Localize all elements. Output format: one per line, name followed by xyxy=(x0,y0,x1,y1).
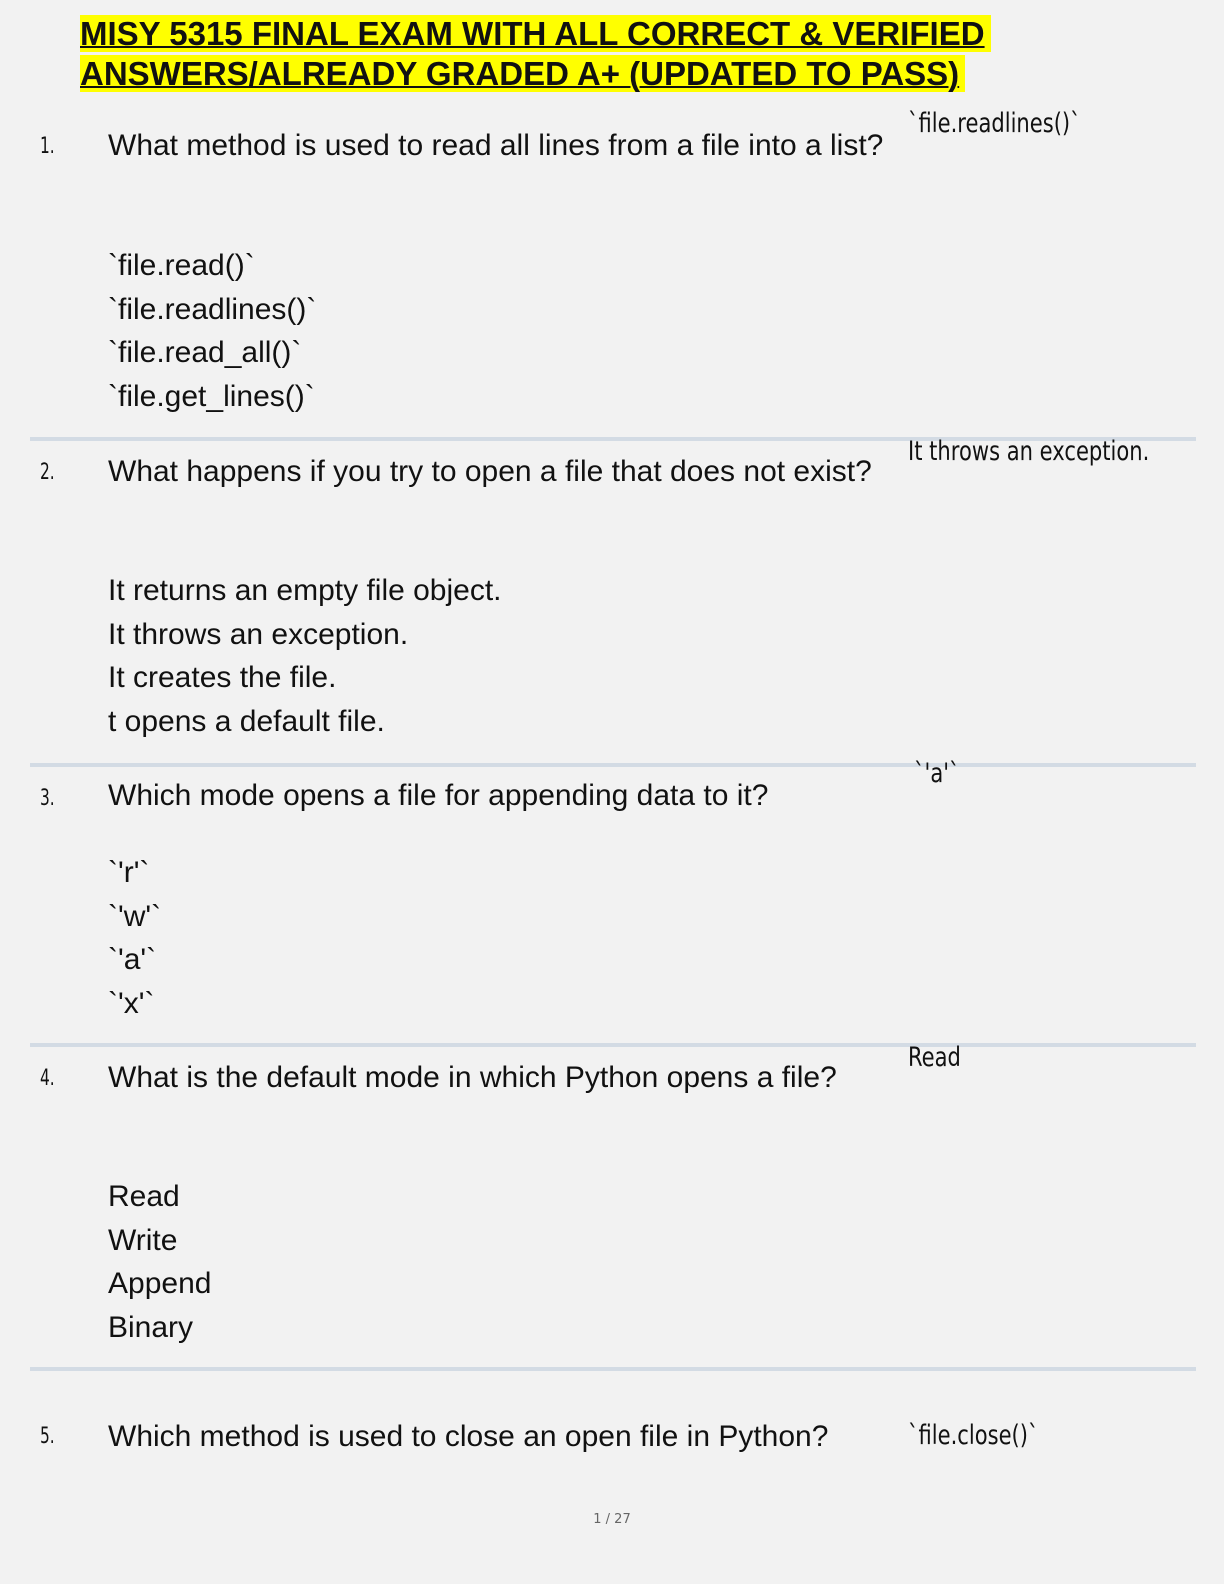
answer-option: It returns an empty file object. xyxy=(108,574,502,607)
answer-option: `file.read()` xyxy=(108,249,255,282)
page-number: 1 / 27 xyxy=(593,1512,631,1527)
question-divider xyxy=(30,1043,1196,1047)
title-line-2: ANSWERS/ALREADY GRADED A+ (UPDATED TO PASS) xyxy=(80,55,965,92)
answer-option: `'a'` xyxy=(108,943,157,976)
document-title xyxy=(80,14,991,94)
answer-option: `'w'` xyxy=(108,899,162,933)
correct-answer: `file.readlines()` xyxy=(908,108,1081,139)
answer-option: It throws an exception. xyxy=(108,617,409,651)
question-divider xyxy=(30,1367,1196,1371)
question-text: What method is used to read all lines from a file into a list? xyxy=(108,129,884,162)
answer-options xyxy=(108,244,316,418)
answer-option: Binary xyxy=(108,1310,194,1344)
answer-options xyxy=(108,851,161,1025)
answer-option: `file.get_lines()` xyxy=(108,379,315,413)
correct-answer: `'a'` xyxy=(914,758,960,789)
answer-option: `file.read_all()` xyxy=(108,336,302,369)
question-text: What is the default mode in which Python opens a file? xyxy=(108,1061,837,1094)
answer-options xyxy=(108,1175,211,1349)
correct-answer: It throws an exception. xyxy=(908,436,1150,467)
question-number: 2. xyxy=(40,460,55,485)
question-divider xyxy=(30,763,1196,767)
question-text: What happens if you try to open a file that does not exist? xyxy=(108,455,872,488)
question-number: 3. xyxy=(40,786,55,811)
answer-option: Write xyxy=(108,1223,178,1257)
answer-option: `file.readlines()` xyxy=(108,292,317,326)
question-number: 4. xyxy=(40,1066,55,1091)
answer-option: Read xyxy=(108,1180,180,1213)
title-line-1: MISY 5315 FINAL EXAM WITH ALL CORRECT & VERIFIED xyxy=(80,15,991,52)
question-text: Which method is used to close an open file in Python? xyxy=(108,1420,829,1453)
correct-answer: Read xyxy=(908,1042,961,1073)
question-text: Which mode opens a file for appending data to it? xyxy=(108,779,769,812)
answer-option: t opens a default file. xyxy=(108,704,385,738)
answer-option: It creates the file. xyxy=(108,661,337,694)
question-number: 1. xyxy=(40,134,55,159)
answer-option: Append xyxy=(108,1267,212,1300)
answer-option: `'r'` xyxy=(108,856,150,889)
answer-options xyxy=(108,569,502,743)
correct-answer: `file.close()` xyxy=(908,1420,1039,1451)
question-number: 5. xyxy=(40,1424,55,1449)
answer-option: `'x'` xyxy=(108,986,155,1020)
